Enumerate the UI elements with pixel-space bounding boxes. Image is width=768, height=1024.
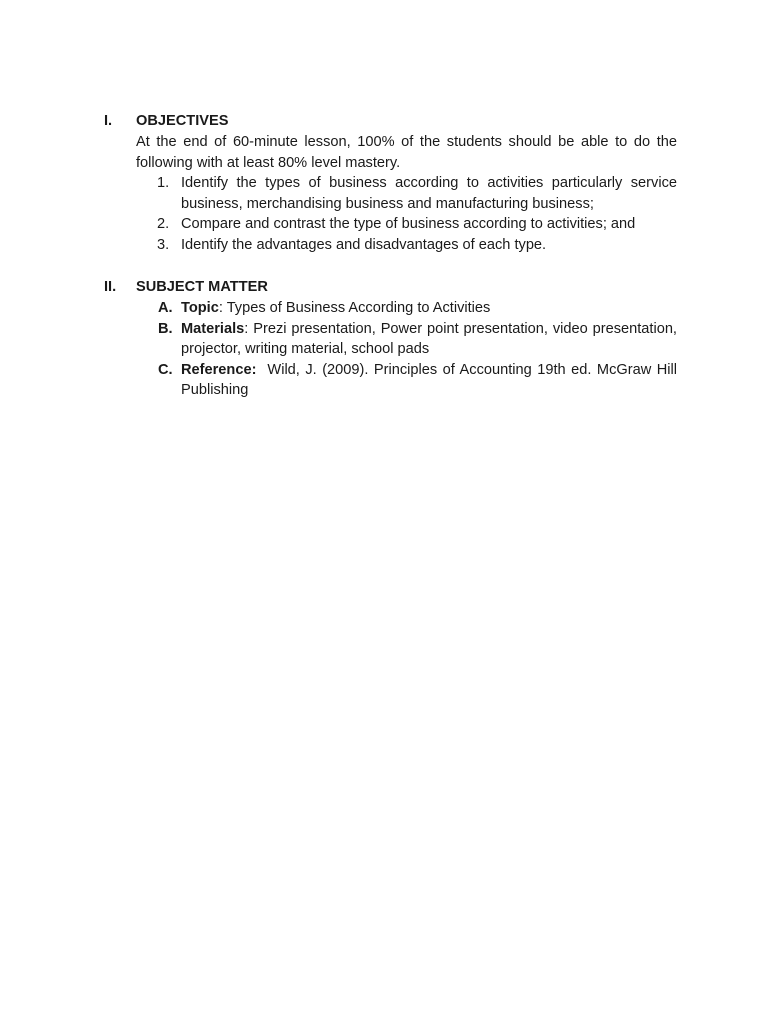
list-item-materials (158, 319, 677, 360)
list-item-topic (158, 298, 677, 319)
item-label: Reference: (181, 361, 257, 378)
item-separator: : (244, 320, 249, 337)
list-marker: B. (158, 320, 173, 337)
subject-matter-section (0, 277, 768, 401)
objectives-list (157, 173, 677, 255)
list-item-text: Identify the advantages and disadvantages of each type. (181, 236, 547, 253)
objectives-intro: At the end of 60-minute lesson, 100% of the students should be able to do the following with at least 80% level mastery. (136, 134, 677, 171)
item-label: Topic (181, 300, 219, 316)
list-marker: A. (158, 300, 173, 316)
list-item (157, 235, 677, 256)
section-title: SUBJECT MATTER (136, 279, 268, 295)
item-separator: : (218, 300, 223, 316)
item-text: Prezi presentation, Power point presentation, video presentation, projector, writing material, school pads (181, 320, 677, 357)
section-number: II. (104, 279, 117, 295)
item-text: Types of Business According to Activities (222, 300, 491, 316)
item-label: Materials (181, 320, 245, 337)
objectives-heading (0, 111, 768, 132)
item-text: Wild, J. (2009). Principles of Accounting 19th ed. McGraw Hill Publishing (181, 361, 682, 398)
list-item (157, 214, 677, 235)
list-item-text: Compare and contrast the type of business according to activities; and (181, 216, 636, 232)
list-marker: 1. (157, 175, 170, 191)
objectives-section (0, 111, 768, 255)
list-item-reference (158, 360, 682, 401)
subject-matter-list (158, 298, 682, 401)
subject-matter-heading (0, 277, 768, 298)
list-item (157, 173, 677, 214)
list-marker: C. (158, 361, 173, 378)
list-marker: 2. (157, 216, 170, 232)
section-title: OBJECTIVES (136, 113, 229, 129)
list-item-text: Identify the types of business according to activities particularly service business, merchandising business and manufacturing business; (181, 175, 677, 212)
list-marker: 3. (157, 236, 170, 253)
section-number: I. (104, 113, 113, 129)
